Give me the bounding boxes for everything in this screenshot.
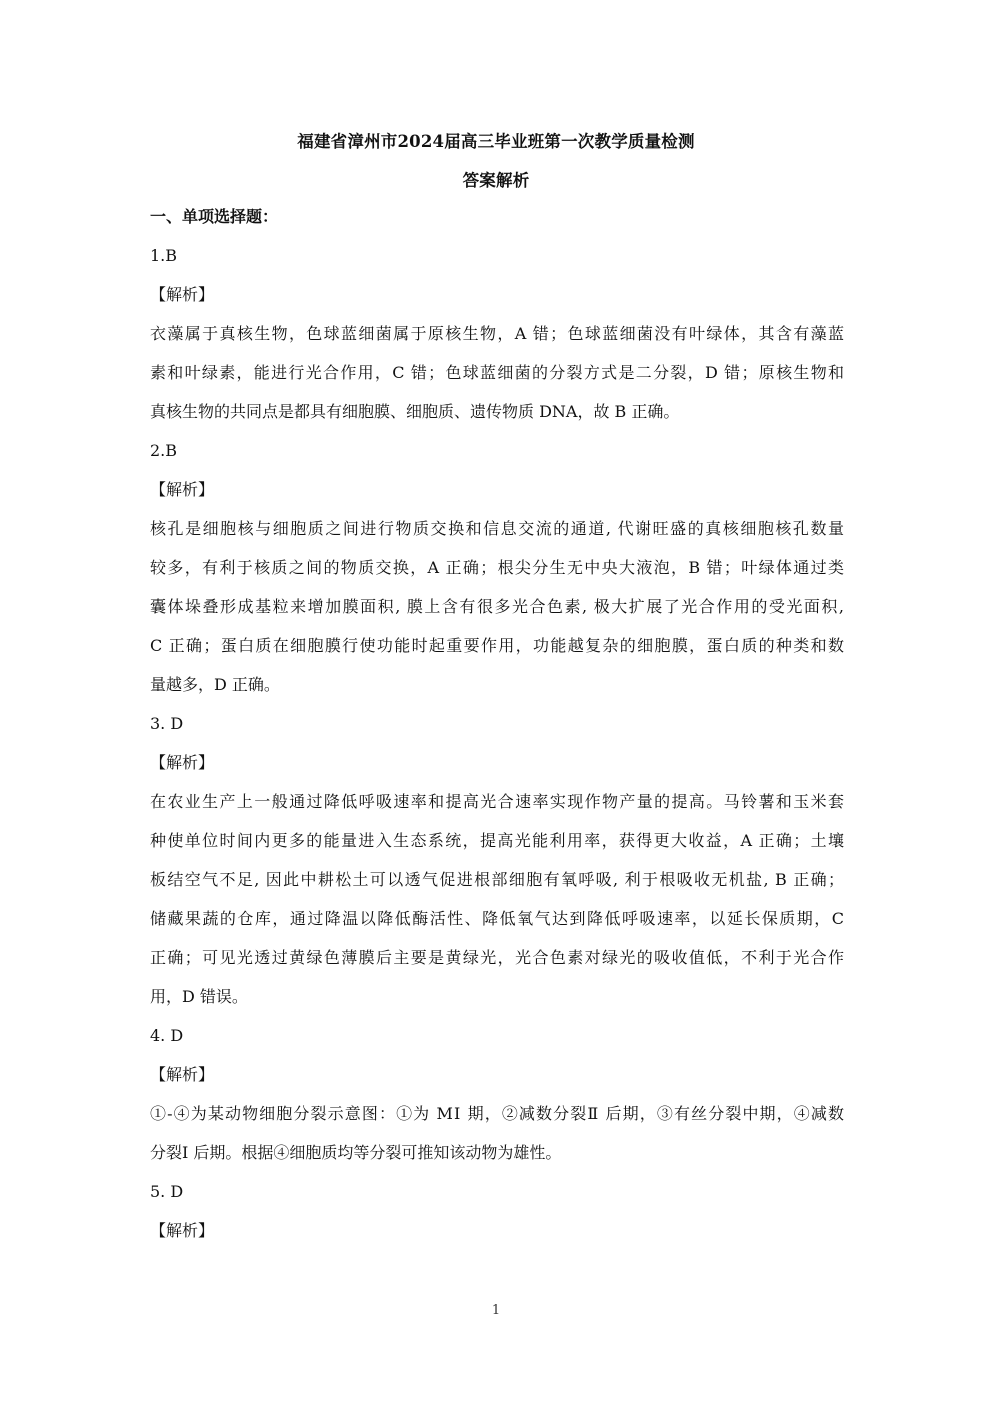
analysis-4-line-2: 分裂Ⅰ 后期。根据④细胞质均等分裂可推知该动物为雄性。: [150, 1143, 562, 1162]
answer-1: 1.B: [150, 246, 178, 265]
analysis-3-line-6: 用，D 错误。: [150, 987, 248, 1006]
answer-5: 5. D: [150, 1182, 184, 1201]
analysis-3-line-4: 储藏果蔬的仓库，通过降温以降低酶活性、降低氧气达到降低呼吸速率，以延长保质期，C: [150, 909, 844, 928]
page-number: 1: [491, 1303, 501, 1318]
analysis-2-line-1: 核孔是细胞核与细胞质之间进行物质交换和信息交流的通道, 代谢旺盛的真核细胞核孔数量: [150, 519, 844, 538]
analysis-label-4: 【解析】: [150, 1065, 215, 1084]
analysis-3-line-2: 种使单位时间内更多的能量进入生态系统，提高光能利用率，获得更大收益，A 正确；土壤: [150, 831, 844, 850]
analysis-label-3: 【解析】: [150, 753, 215, 772]
analysis-2-line-3: 囊体垛叠形成基粒来增加膜面积, 膜上含有很多光合色素, 极大扩展了光合作用的受光面积,: [150, 597, 844, 616]
analysis-label-5: 【解析】: [150, 1221, 215, 1240]
analysis-2-line-2: 较多，有利于核质之间的物质交换，A 正确；根尖分生无中央大液泡，B 错；叶绿体通过类: [150, 558, 844, 577]
analysis-3-line-1: 在农业生产上一般通过降低呼吸速率和提高光合速率实现作物产量的提高。马铃薯和玉米套: [150, 792, 844, 811]
document-subtitle: 答案解析: [462, 171, 530, 190]
analysis-1-line-2: 素和叶绿素，能进行光合作用，C 错；色球蓝细菌的分裂方式是二分裂，D 错；原核生物和: [150, 363, 844, 382]
analysis-3-line-5: 正确；可见光透过黄绿色薄膜后主要是黄绿光，光合色素对绿光的吸收值低，不利于光合作: [150, 948, 844, 967]
analysis-4-line-1: ①-④为某动物细胞分裂示意图：①为 MⅠ 期，②减数分裂Ⅱ 后期，③有丝分裂中期，④减数: [150, 1104, 844, 1123]
answer-4: 4. D: [150, 1026, 184, 1045]
answer-2: 2.B: [150, 441, 178, 460]
section-heading: 一、单项选择题：: [150, 207, 279, 226]
document-title: 福建省漳州市2024届高三毕业班第一次教学质量检测: [297, 132, 695, 151]
analysis-3-line-3: 板结空气不足, 因此中耕松土可以透气促进根部细胞有氧呼吸, 利于根吸收无机盐, B 正确；: [150, 870, 844, 889]
analysis-label-1: 【解析】: [150, 285, 215, 304]
answer-3: 3. D: [150, 714, 184, 733]
analysis-2-line-4: C 正确；蛋白质在细胞膜行使功能时起重要作用，功能越复杂的细胞膜，蛋白质的种类和数: [150, 636, 844, 655]
analysis-1-line-1: 衣藻属于真核生物，色球蓝细菌属于原核生物，A 错；色球蓝细菌没有叶绿体，其含有藻蓝: [150, 324, 844, 343]
analysis-2-line-5: 量越多，D 正确。: [150, 675, 280, 694]
analysis-label-2: 【解析】: [150, 480, 215, 499]
analysis-1-line-3: 真核生物的共同点是都具有细胞膜、细胞质、遗传物质 DNA，故 B 正确。: [150, 402, 680, 421]
